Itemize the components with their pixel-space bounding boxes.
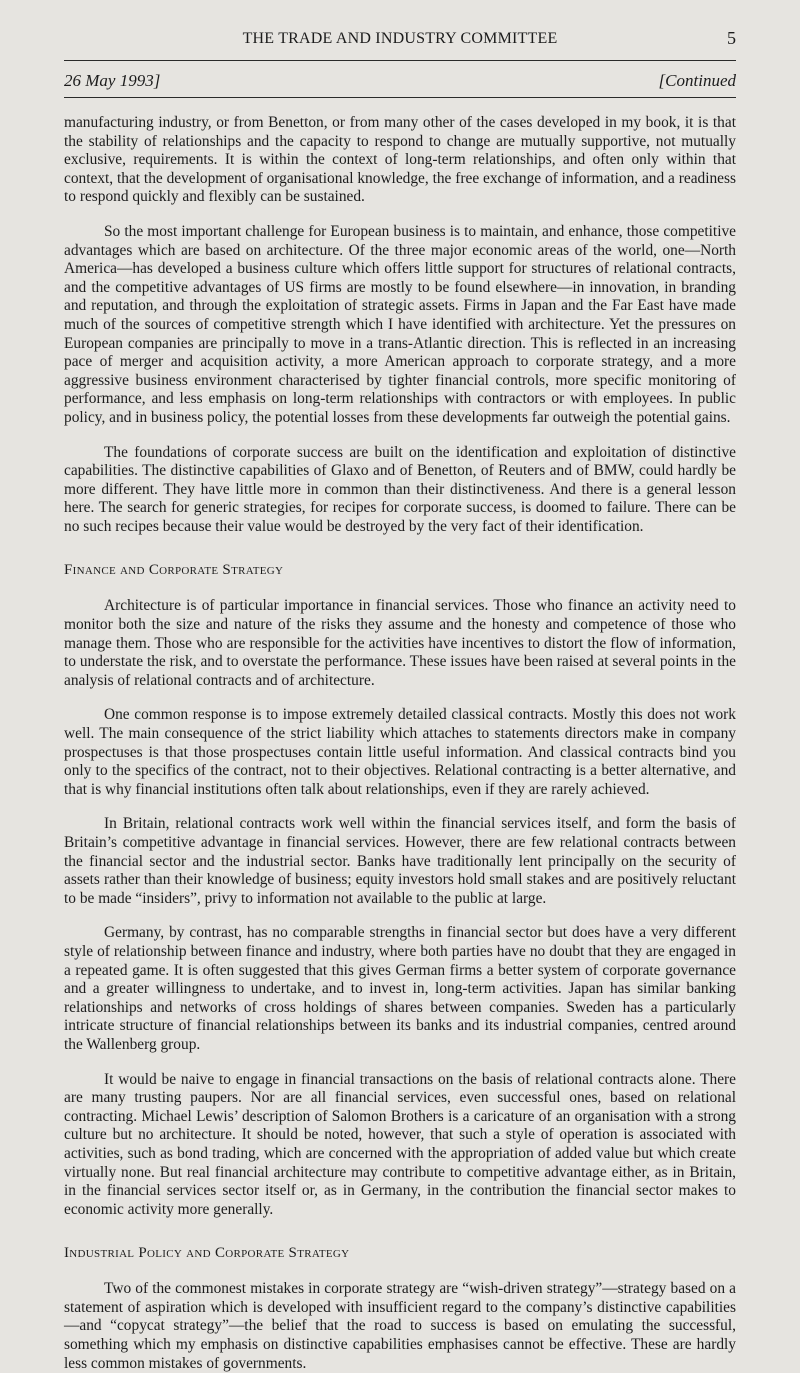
section-heading-industrial: Industrial Policy and Corporate Strategy bbox=[64, 1245, 350, 1262]
paragraph: In Britain, relational contracts work well within the financial services itself, and form the basis of Britain’s competitive advantage in financial services. However, there are few relational contracts between the financial sector and the industrial sector. Banks have traditionally lent principally on the security of assets rather than their knowledge of business; equity investors hold small stakes and are positively reluctant to be made “insiders”, privy to information not available to the public at large. bbox=[64, 815, 736, 907]
running-title: THE TRADE AND INDUSTRY COMMITTEE bbox=[242, 30, 558, 47]
paragraph: So the most important challenge for European business is to maintain, and enhance, those competitive advantages which are based on architecture. Of the three major economic areas of the world, one—North America—has developed a business culture which offers little support for structures of relational contracts, and the competitive advantages of US firms are mostly to be found elsewhere—in innovation, in branding and reputation, and through the exploitation of strategic assets. Firms in Japan and the Far East have made much of the sources of competitive strength which I have identified with architecture. Yet the pressures on European companies are principally to move in a trans-Atlantic direction. This is reflected in an increasing pace of merger and acquisition activity, a more American approach to corporate strategy, and a more aggressive business environment characterised by tighter financial controls, more specific monitoring of performance, and less emphasis on long-term relationships with contractors or with employees. In public policy, and in business policy, the potential losses from these developments far outweigh the potential gains. bbox=[64, 222, 736, 426]
paragraph: It would be naive to engage in financial transactions on the basis of relational contracts alone. There are many trusting paupers. Nor are all financial services, even successful ones, based on relational contracting. Michael Lewis’ description of Salomon Brothers is a caricature of an organisation with a strong culture but no architecture. It should be noted, however, that such a style of operation is associated with activities, such as bond trading, which are concerned with the appropriation of added value but which create virtually none. But real financial architecture may contribute to competitive advantage either, as in Britain, in the financial services sector itself or, as in Germany, in the contribution the financial sector makes to economic activity more generally. bbox=[64, 1070, 736, 1218]
continued-marker: [Continued bbox=[658, 71, 736, 90]
body-text bbox=[64, 114, 736, 1373]
paragraph-continuation: manufacturing industry, or from Benetton, or from many other of the cases developed in my book, it is that the stability of relationships and the capacity to respond to change are mutually supportive, not mutually exclusive, requirements. It is within the context of long-term relationships, and often only within that context, that the development of organisational knowledge, the free exchange of information, and a readiness to respond quickly and flexibly can be sustained. bbox=[64, 114, 736, 206]
paragraph: Architecture is of particular importance in financial services. Those who finance an activity need to monitor both the size and nature of the risks they assume and the honesty and competence of those who manage them. Those who are responsible for the activities have incentives to distort the flow of information, to understate the risk, and to overstate the performance. These issues have been raised at several points in the analysis of relational contracts and of architecture. bbox=[64, 597, 736, 689]
section-heading-finance: Finance and Corporate Strategy bbox=[64, 562, 284, 579]
page-header bbox=[64, 8, 736, 48]
paragraph: Germany, by contrast, has no comparable strengths in financial sector but does have a very different style of relationship between finance and industry, where both parties have no doubt that they are engaged in a repeated game. It is often suggested that this gives German firms a better system of corporate governance and a greater willingness to undertake, and to invest in, long-term activities. Japan has similar banking relationships and networks of cross holdings of shares between companies. Sweden has a particularly intricate structure of financial relationships between its banks and its industrial companies, centred around the Wallenberg group. bbox=[64, 924, 736, 1053]
dateline bbox=[64, 61, 736, 97]
paragraph: Two of the commonest mistakes in corporate strategy are “wish-driven strategy”—strategy based on a statement of aspiration which is developed with insufficient regard to the company’s distinctive capabilities—and “copycat strategy”—the belief that the road to success is based on emulating the successful, something which my emphasis on distinctive capabilities emphasises cannot be effective. These are hardly less common mistakes of governments. bbox=[64, 1280, 736, 1372]
paragraph: One common response is to impose extremely detailed classical contracts. Mostly this does not work well. The main consequence of the strict liability which attaches to statements directors make in company prospectuses is that those prospectuses contain little useful information. And classical contracts bind you only to the specifics of the contract, not to their objectives. Relational contracting is a better alternative, and that is why financial institutions often talk about relationships, even if they are rarely achieved. bbox=[64, 706, 736, 798]
page-number: 5 bbox=[727, 28, 736, 48]
paragraph: The foundations of corporate success are built on the identification and exploitation of distinctive capabilities. The distinctive capabilities of Glaxo and of Benetton, of Reuters and of BMW, could hardly be more different. They have little more in common than their distinctiveness. And there is a general lesson here. The search for generic strategies, for recipes for corporate success, is doomed to failure. There can be no such recipes because their value would be destroyed by the very fact of their identification. bbox=[64, 443, 736, 535]
header-rule-bottom bbox=[64, 97, 736, 98]
session-date: 26 May 1993] bbox=[64, 71, 161, 90]
